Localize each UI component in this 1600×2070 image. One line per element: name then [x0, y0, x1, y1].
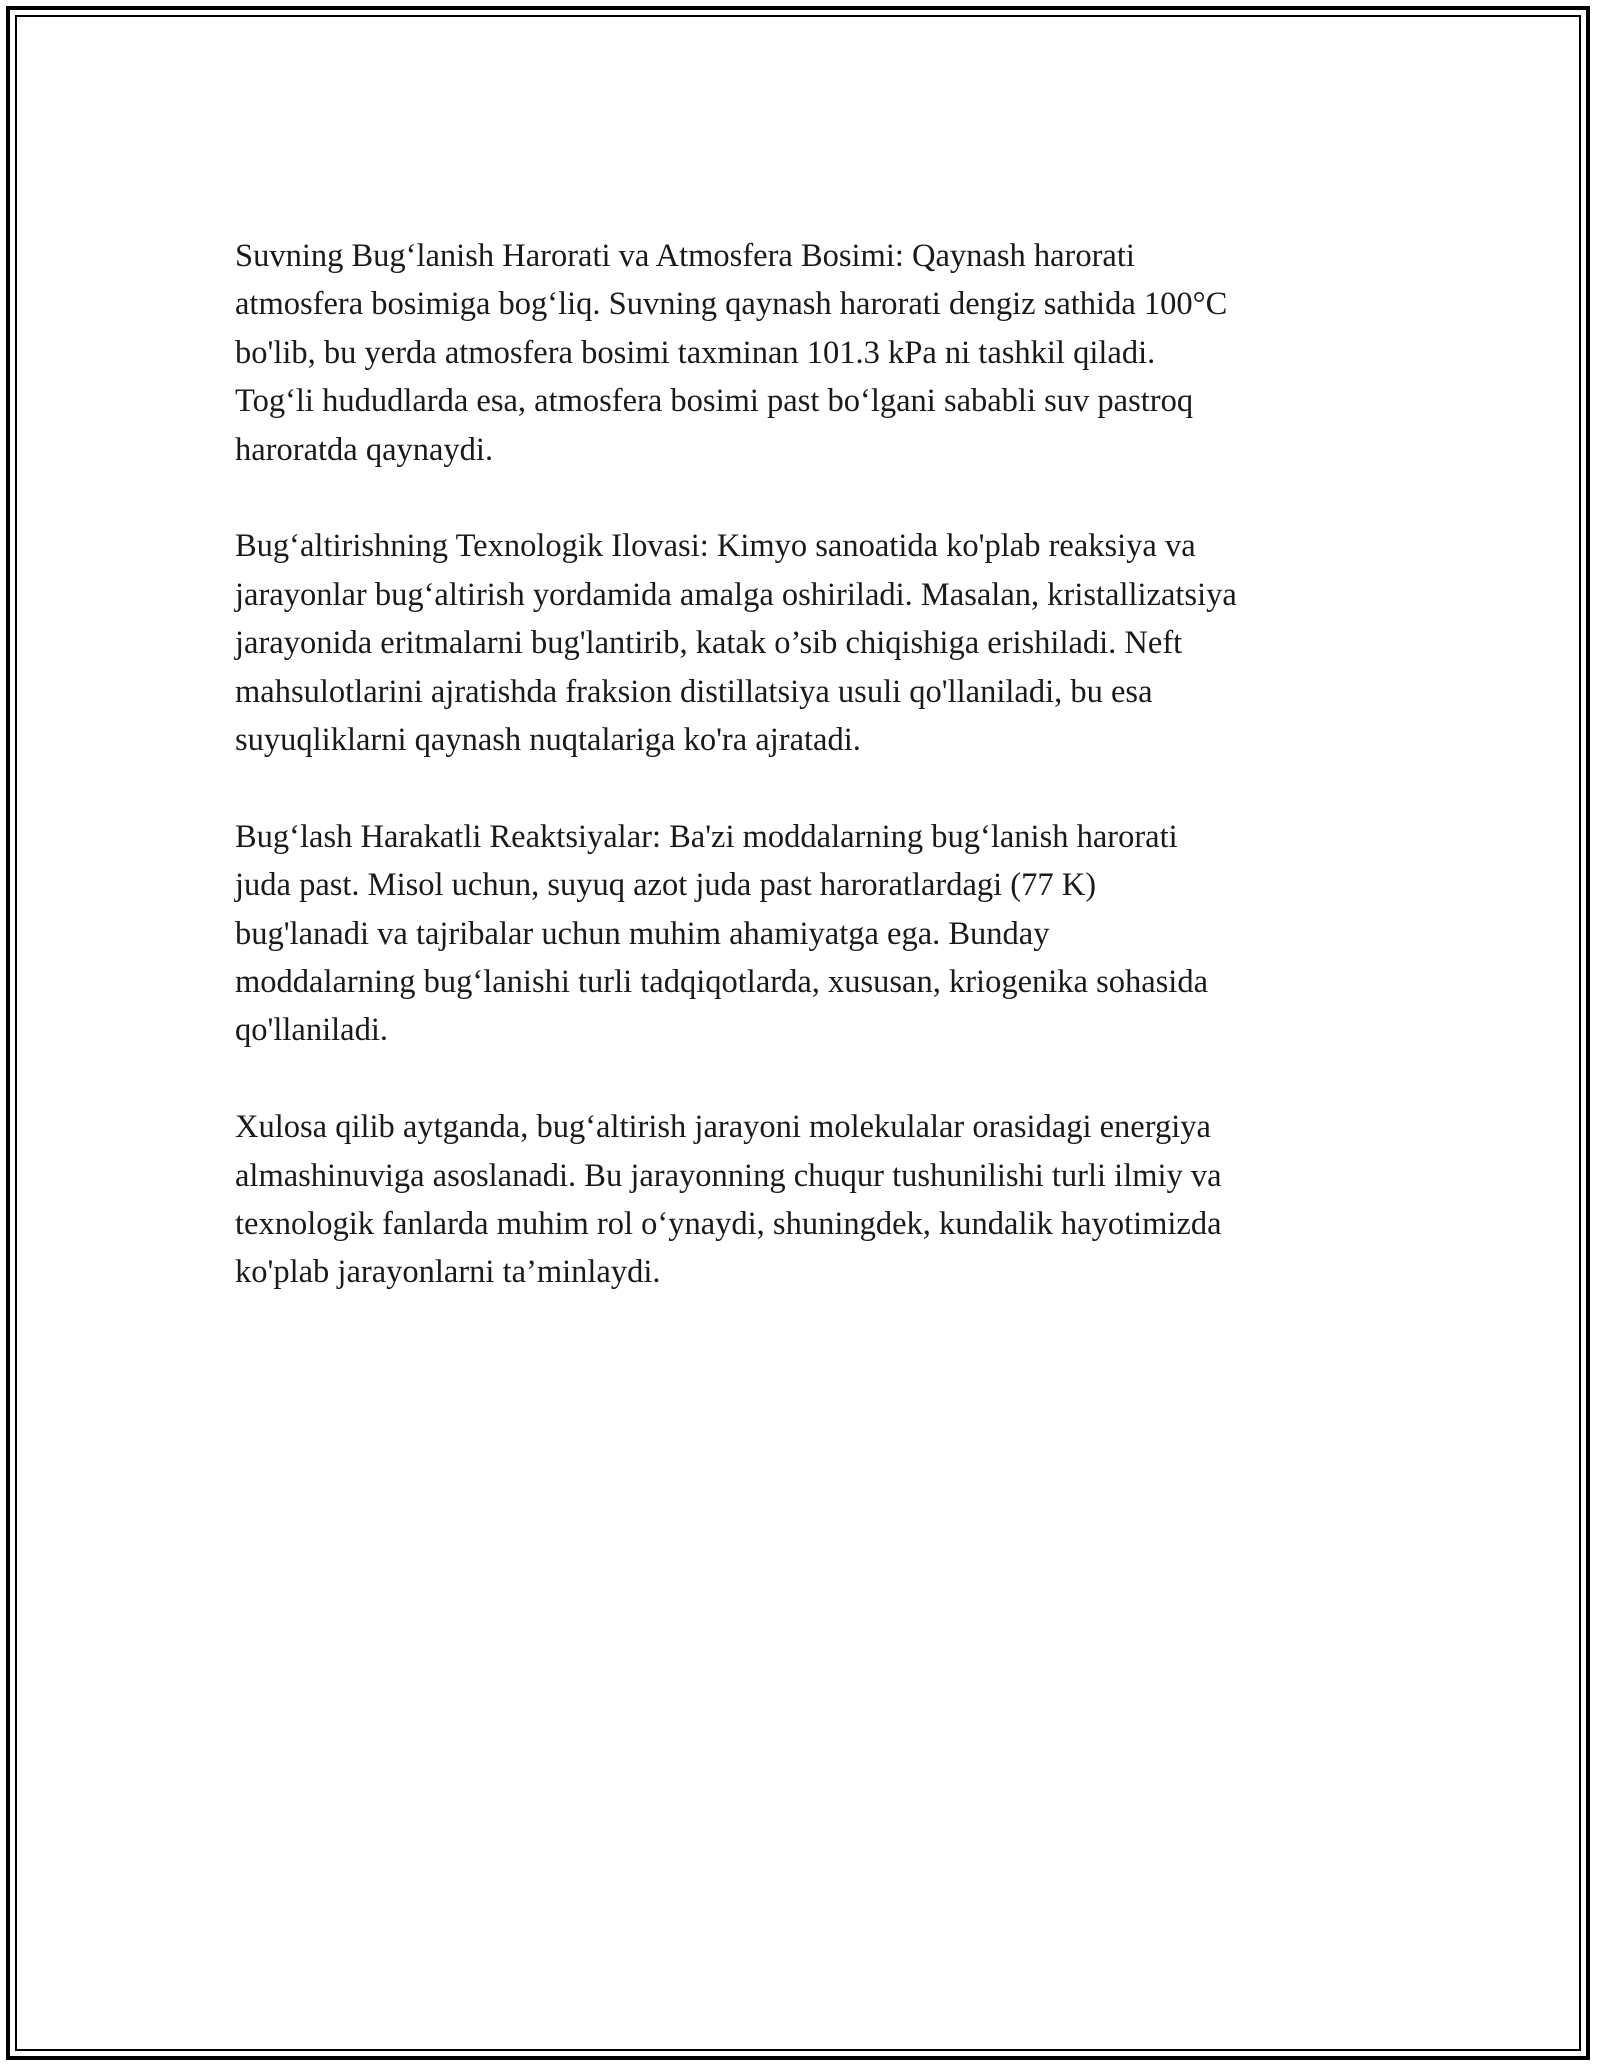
- text-line: suyuqliklarni qaynash nuqtalariga ko'ra ajratadi.: [235, 722, 861, 759]
- text-line: qo'llaniladi.: [235, 1012, 388, 1049]
- text-line: Tog‘li hududlarda esa, atmosfera bosimi past bo‘lgani sababli suv pastroq: [235, 383, 1194, 420]
- text-line: almashinuviga asoslanadi. Bu jarayonning chuqur tushunilishi turli ilmiy va: [235, 1157, 1222, 1194]
- text-line: Xulosa qilib aytganda, bug‘altirish jarayoni molekulalar orasidagi energiya: [235, 1109, 1211, 1146]
- text-line: juda past. Misol uchun, suyuq azot juda past haroratlardagi (77 K): [235, 867, 1097, 904]
- text-line: jarayonlar bug‘altirish yordamida amalga oshiriladi. Masalan, kristallizatsiya: [235, 576, 1237, 613]
- paragraph-low-temperature-substances: [235, 813, 1385, 1055]
- text-line: moddalarning bug‘lanishi turli tadqiqotlarda, xususan, kriogenika sohasida: [235, 964, 1209, 1001]
- text-line: atmosfera bosimiga bog‘liq. Suvning qaynash harorati dengiz sathida 100°C: [235, 286, 1228, 323]
- text-line: mahsulotlarini ajratishda fraksion distillatsiya usuli qo'llaniladi, bu esa: [235, 673, 1153, 710]
- text-line: Bug‘lash Harakatli Reaktsiyalar: Ba'zi moddalarning bug‘lanish harorati: [235, 818, 1178, 855]
- text-line: haroratda qaynaydi.: [235, 431, 494, 468]
- paragraph-technological-application: [235, 522, 1385, 764]
- text-line: bug'lanadi va tajribalar uchun muhim ahamiyatga ega. Bunday: [235, 915, 1050, 952]
- paragraph-conclusion: [235, 1103, 1385, 1297]
- paragraph-boiling-pressure: [235, 232, 1385, 474]
- text-line: Bug‘altirishning Texnologik Ilovasi: Kimyo sanoatida ko'plab reaksiya va: [235, 528, 1196, 565]
- document-body: [235, 232, 1385, 1297]
- text-line: texnologik fanlarda muhim rol o‘ynaydi, shuningdek, kundalik hayotimizda: [235, 1206, 1222, 1243]
- text-line: Suvning Bug‘lanish Harorati va Atmosfera Bosimi: Qaynash harorati: [235, 238, 1135, 274]
- text-line: jarayonida eritmalarni bug'lantirib, katak o’sib chiqishiga erishiladi. Neft: [235, 625, 1183, 662]
- text-line: bo'lib, bu yerda atmosfera bosimi taxminan 101.3 kPa ni tashkil qiladi.: [235, 334, 1156, 371]
- text-line: ko'plab jarayonlarni ta’minlaydi.: [235, 1254, 661, 1291]
